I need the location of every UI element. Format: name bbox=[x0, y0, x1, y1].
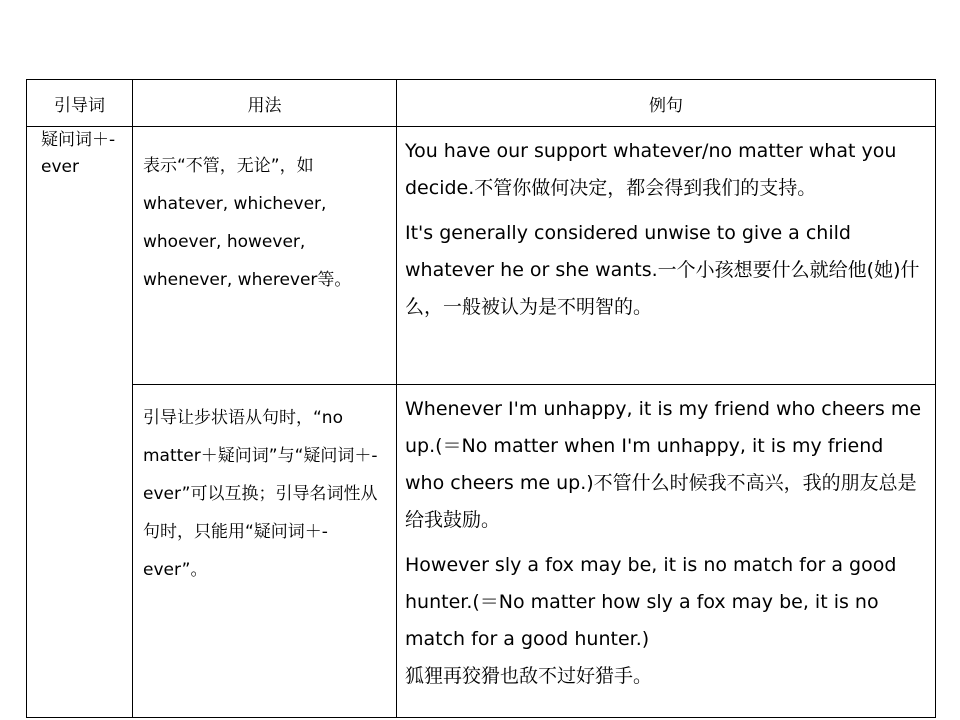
examples-cell bbox=[397, 127, 936, 385]
usage-cell: 表示“不管，无论”，如whatever, whichever, whoever, however, whenever, wherever等。 bbox=[133, 127, 397, 385]
header-row bbox=[27, 80, 936, 127]
examples-cell bbox=[397, 385, 936, 718]
example-sentence: However sly a fox may be, it is no match for a good hunter.(＝No matter how sly a fox may be, it is no match for a good hunter.) bbox=[405, 554, 897, 650]
usage-cell: 引导让步状语从句时，“no matter＋疑问词”与“疑问词＋-ever”可以互换；引导名词性从句时，只能用“疑问词＋-ever”。 bbox=[133, 385, 397, 718]
example-sentence: Whenever I'm unhappy, it is my friend who cheers me up.(＝No matter when I'm unhappy, it is my friend who cheers me up.)不管什么时候我不高兴，我的朋友总是给我鼓励。 bbox=[405, 398, 922, 531]
example-translation: 狐狸再狡猾也敌不过好猎手。 bbox=[405, 665, 653, 687]
table-row bbox=[27, 127, 936, 385]
header-usage: 用法 bbox=[133, 80, 397, 127]
header-conjunction: 引导词 bbox=[27, 80, 133, 127]
table-row bbox=[27, 385, 936, 718]
header-examples: 例句 bbox=[397, 80, 936, 127]
grammar-table bbox=[26, 79, 936, 718]
example-sentence: You have our support whatever/no matter what you decide.不管你做何决定，都会得到我们的支持。 bbox=[405, 140, 897, 199]
conjunction-cell: 疑问词＋-ever bbox=[27, 127, 133, 718]
example-sentence: It's generally considered unwise to give a child whatever he or she wants.一个小孩想要什么就给他(她)什么，一般被认为是不明智的。 bbox=[405, 222, 920, 318]
